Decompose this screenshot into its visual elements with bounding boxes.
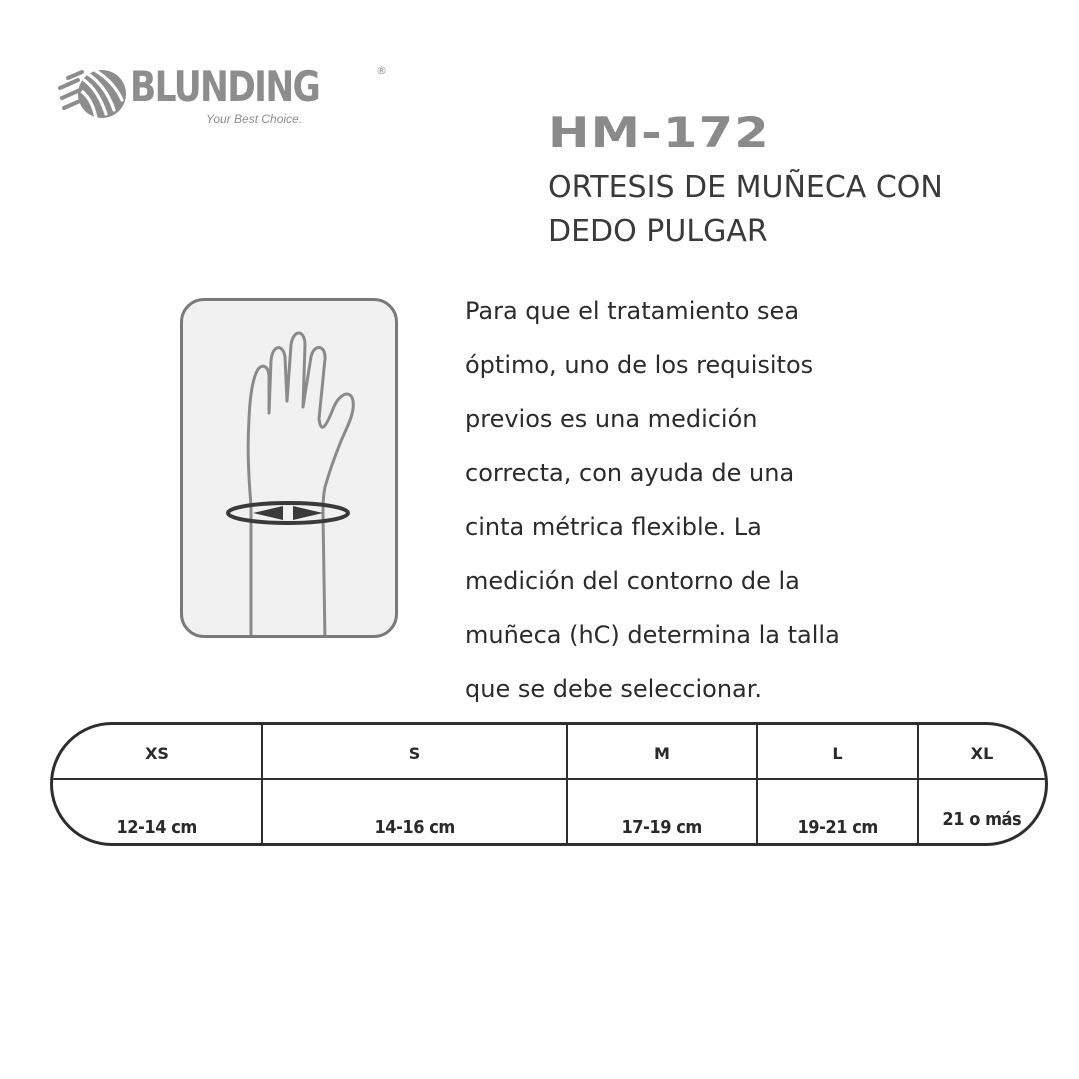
brand-tagline: Your Best Choice. [206,112,303,126]
size-range-text: 19-21 cm [797,816,878,838]
instruction-line: óptimo, uno de los requisitos [465,351,814,379]
size-range-s [263,779,566,846]
size-range-text: 17-19 cm [621,816,703,838]
size-label-xs: XS [145,743,169,763]
wrist-measurement-icon [183,301,398,638]
size-range-l [758,779,917,846]
size-label-l: L [832,743,843,763]
size-range-text: 21 o más [942,808,1022,830]
instruction-line: Para que el tratamiento sea [465,297,800,325]
instruction-line: correcta, con ayuda de una [465,459,795,487]
registered-mark: ® [376,64,387,77]
instruction-line: muñeca (hC) determina la talla [465,621,840,649]
product-model: HM-172 [548,108,770,157]
yarn-ball-icon [58,66,126,122]
brand-name: BLUNDING [130,62,320,111]
size-range-text: 12-14 cm [116,816,198,838]
product-title-line-1: ORTESIS DE MUÑECA CON [548,170,943,205]
size-label-m: M [654,743,670,763]
size-range-text: 14-16 cm [374,816,455,838]
product-title [548,166,1008,254]
measurement-instructions [465,284,935,716]
size-range-m [568,779,756,846]
size-table [50,722,1048,846]
size-label-s: S [408,743,421,763]
size-range-xs [53,779,261,846]
instruction-line: previos es una medición [465,405,758,433]
instruction-line: que se debe seleccionar. [465,675,763,703]
measurement-illustration-card [180,298,398,638]
product-title-line-2: DEDO PULGAR [548,214,768,249]
size-range-xl [919,779,1045,846]
instruction-line: cinta métrica flexible. La [465,513,762,541]
size-range-row [53,779,1045,846]
size-label-xl: XL [970,743,994,763]
brand-logo [58,60,387,140]
instruction-line: medición del contorno de la [465,567,800,595]
size-header-row [53,725,1045,779]
